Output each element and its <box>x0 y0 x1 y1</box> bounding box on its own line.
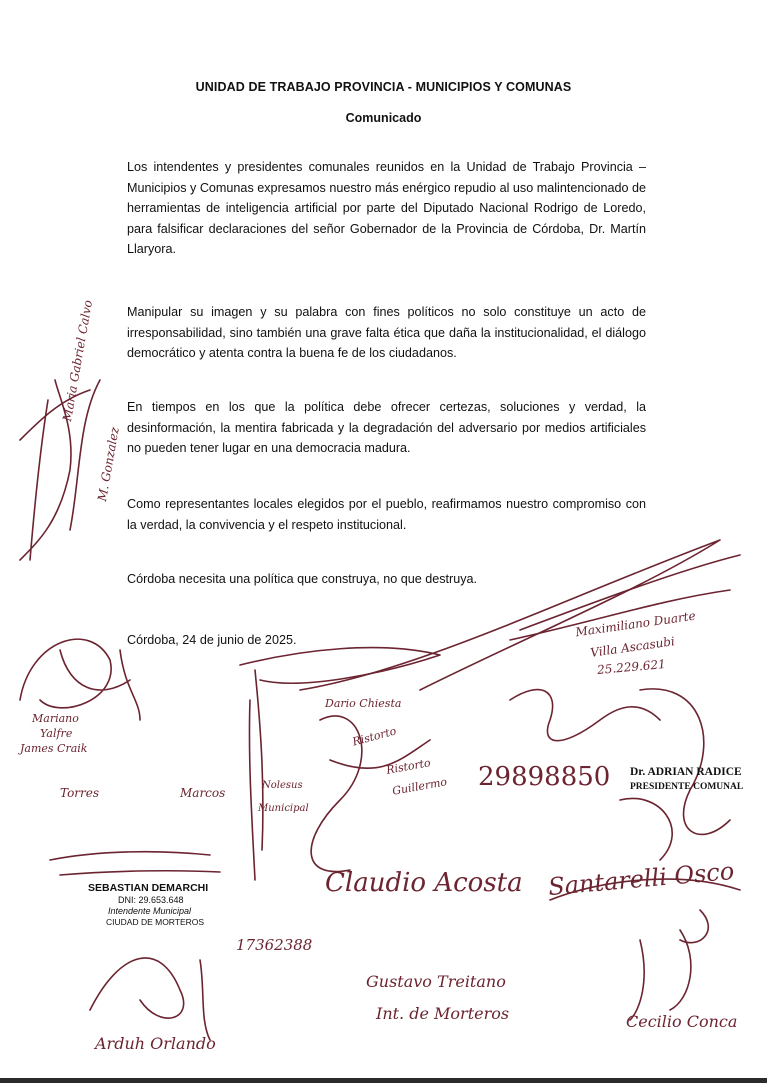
signature-gustavo-2: Int. de Morteros <box>376 1004 510 1023</box>
signature-maximiliano-name: Maximiliano Duarte <box>574 608 697 640</box>
paragraph-1: Los intendentes y presidentes comunales reunidos en la Unidad de Trabajo Provincia – Municipios y Comunas expresamos nuestro más enérgico repudio al uso malintencionado de herramientas de inteligencia artificial por parte del Diputado Nacional Rodrigo de Loredo, para falsificar declaraciones del señor Gobernador de la Provincia de Córdoba, Dr. Martín Llaryora. <box>127 160 646 256</box>
date-line: Córdoba, 24 de junio de 2025. <box>127 633 297 647</box>
signature-number: 29898850 <box>478 762 611 792</box>
paragraph-5: Córdoba necesita una política que construya, no que destruya. <box>127 572 478 586</box>
signature-stroke-mariano <box>20 639 140 720</box>
signature-marcos: Marcos <box>180 786 226 800</box>
signature-mariano-2: Yalfre <box>40 727 73 740</box>
signature-stroke-demarchi <box>50 852 220 875</box>
signature-mariano-1: Mariano <box>32 712 79 725</box>
signature-stroke-left-margin <box>20 380 100 560</box>
signature-stroke-arduh <box>90 958 210 1040</box>
stamp-demarchi-city: CIUDAD DE MORTEROS <box>106 917 205 927</box>
document-subtitle: Comunicado <box>345 111 422 125</box>
signature-left-vertical-2: M. Gonzalez <box>95 425 122 503</box>
signature-arduh: Arduh Orlando <box>95 1034 216 1053</box>
signature-cecilio: Cecilio Conca <box>626 1012 738 1031</box>
document-title: UNIDAD DE TRABAJO PROVINCIA - MUNICIPIOS Y COMUNAS <box>195 80 572 94</box>
signature-maximiliano-place: Villa Ascasubi <box>589 634 676 660</box>
signature-stroke-cecilio <box>630 930 691 1020</box>
signature-claudio: Claudio Acosta <box>325 868 523 898</box>
paragraph-4: Como representantes locales elegidos por el pueblo, reafirmamos nuestro compromiso con la verdad, la convivencia y el respeto institucional. <box>127 497 646 532</box>
signature-torres: Torres <box>60 786 100 800</box>
signature-stroke-sweep-3 <box>240 648 440 684</box>
signature-stroke-ereola <box>510 690 660 741</box>
stamp-demarchi-dni: DNI: 29.653.648 <box>118 895 184 905</box>
paragraph-2: Manipular su imagen y su palabra con fines políticos no solo constituye un acto de irresponsabilidad, sino también una grave falta ética que daña la institucionalidad, el diálogo democrático y atenta contra la buena fe de los ciudadanos. <box>127 305 646 360</box>
stamp-demarchi-name: SEBASTIAN DEMARCHI <box>88 882 209 894</box>
bottom-edge-bar <box>0 1078 767 1083</box>
stamp-radice-title: PRESIDENTE COMUNAL <box>630 782 744 792</box>
signature-mariano-3: James Craik <box>20 742 88 755</box>
signature-gustavo-1: Gustavo Treitano <box>366 972 506 991</box>
signature-maximiliano-dni: 25.229.621 <box>596 657 667 677</box>
signature-left-vertical-1: Maria Gabriel Calvo <box>60 298 96 423</box>
signature-ref-number: 17362388 <box>236 936 313 954</box>
signature-ristorto-2: Guillermo <box>391 775 448 798</box>
signature-municipal: Municipal <box>258 803 309 814</box>
paragraph-3: En tiempos en los que la política debe ofrecer certezas, soluciones y verdad, la desinformación, la mentira fabricada y la degradación del adversario por medios artificiales no pueden tener lugar en una democracia madura. <box>127 400 646 455</box>
signature-santarelli: Santarelli Osco <box>547 856 736 902</box>
signature-nolesus: Nolesus <box>262 780 303 791</box>
signature-stroke-vertical <box>249 670 262 880</box>
stamp-demarchi-role: Intendente Municipal <box>108 906 192 916</box>
stamp-radice-name: Dr. ADRIAN RADICE <box>630 766 742 778</box>
signature-ristorto-1: Ristorto <box>385 756 432 777</box>
signature-dario: Dario Chiesta <box>325 697 402 710</box>
signature-ristorto-3: Ristorto <box>351 724 398 749</box>
